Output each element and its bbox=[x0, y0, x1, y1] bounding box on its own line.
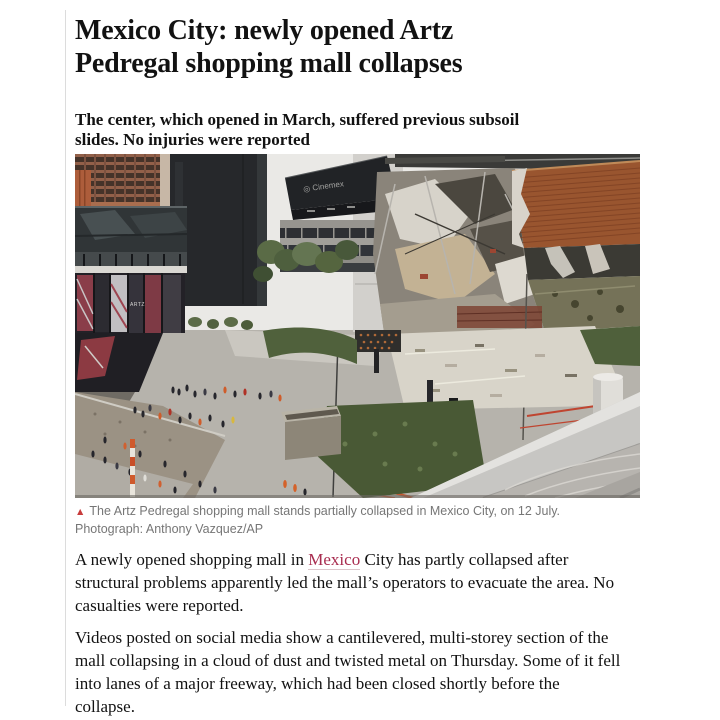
headline-line-1: Mexico City: newly opened Artz bbox=[75, 15, 454, 46]
paragraph-1-before-link: A newly opened shopping mall in bbox=[75, 550, 309, 569]
photo-caption bbox=[75, 503, 627, 538]
mexico-link[interactable]: Mexico bbox=[308, 550, 361, 569]
standfirst bbox=[75, 110, 640, 149]
article-photo bbox=[75, 154, 640, 498]
standfirst-line-1: The center, which opened in March, suffered previous subsoil bbox=[75, 110, 520, 129]
standfirst-line-2: slides. No injuries were reported bbox=[75, 129, 310, 149]
artz-banner-text: ARTZ bbox=[130, 302, 145, 308]
paragraph-1 bbox=[75, 548, 623, 617]
article-body bbox=[75, 0, 640, 718]
caption-triangle-icon: ▲ bbox=[75, 506, 86, 518]
paragraph-2: Videos posted on social media show a cantilevered, multi-storey section of the mall collapsing in a cloud of dust and twisted metal on Thursday. Some of it fell into lanes of a major freeway, which had been closed shortly before the collapse. bbox=[75, 628, 621, 716]
article-figure bbox=[75, 154, 640, 538]
left-border-rule bbox=[65, 10, 66, 706]
cinemex-sign-text: ◎ Cinemex bbox=[302, 179, 345, 194]
striped-barrier-pole bbox=[130, 439, 135, 497]
caption-text: The Artz Pedregal shopping mall stands partially collapsed in Mexico City, on 12 July. Photograph: Anthony Vazquez/AP bbox=[75, 504, 561, 536]
paragraph-1-after-link: City has partly collapsed after structural problems apparently led the mall’s operators to evacuate the area. No casualties were reported. bbox=[75, 550, 615, 615]
headline-line-2: Pedregal shopping mall collapses bbox=[75, 48, 463, 79]
page-title bbox=[75, 14, 640, 80]
